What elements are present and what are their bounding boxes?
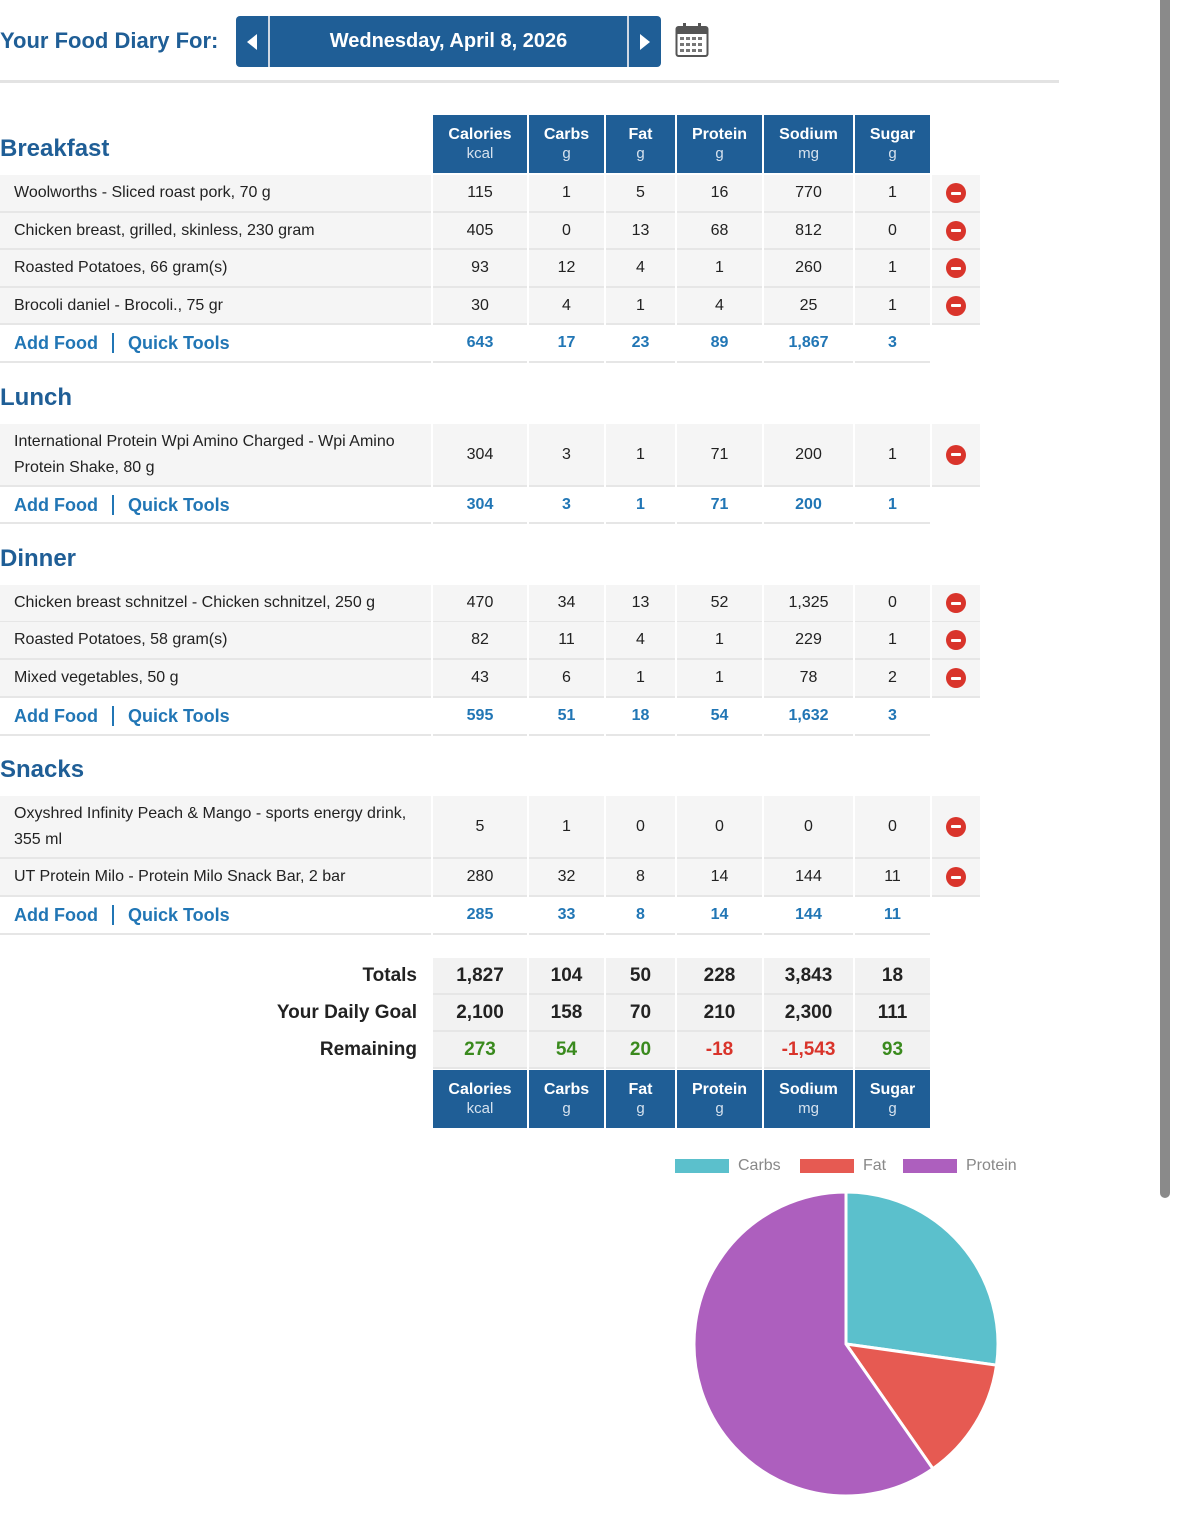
next-day-button[interactable] [627,16,661,67]
food-protein-value: 52 [677,585,762,623]
food-sodium-value: 200 [764,424,853,487]
column-label: Carbs [543,126,590,143]
add-food-link[interactable]: Add Food [14,706,98,726]
meal-total-carbs: 3 [529,487,604,524]
food-carbs-value: 11 [529,622,604,660]
food-protein-value: 14 [677,859,762,897]
summary-totals-carbs: 104 [529,958,604,995]
column-header-protein-bottom [677,1070,762,1128]
food-carbs-value: 32 [529,859,604,897]
food-carbs-value: 1 [529,796,604,859]
meal-total-fat: 1 [606,487,675,524]
column-header-fat-bottom [606,1070,675,1128]
column-label: Fat [628,1081,653,1098]
meal-total-sodium: 1,632 [764,698,853,736]
meal-total-sodium: 200 [764,487,853,524]
food-row [0,213,980,250]
column-label: Carbs [543,1081,590,1098]
food-sodium-value: 1,325 [764,585,853,623]
column-header-sugar [855,115,930,173]
meal-total-sugar: 1 [855,487,930,524]
food-name[interactable]: Chicken breast schnitzel - Chicken schnitzel, 250 g [0,585,431,623]
food-calories-value: 115 [433,175,527,213]
food-sugar-value: 1 [855,424,930,487]
current-date[interactable]: Wednesday, April 8, 2026 [270,16,627,67]
meal-total-calories: 595 [433,698,527,736]
food-calories-value: 405 [433,213,527,250]
legend-item-protein[interactable] [903,1157,1017,1175]
meal-total-sugar: 3 [855,698,930,736]
column-label: Sodium [779,1081,838,1098]
food-sugar-value: 0 [855,213,930,250]
summary-remaining-protein: -18 [677,1032,762,1069]
food-protein-value: 1 [677,660,762,698]
food-calories-value: 280 [433,859,527,897]
food-name[interactable]: UT Protein Milo - Protein Milo Snack Bar, 2 bar [0,859,431,897]
meal-title-snacks: Snacks [0,756,85,783]
summary-remaining-sodium: -1,543 [764,1032,853,1069]
summary-goal-protein: 210 [677,995,762,1032]
food-sugar-value: 1 [855,175,930,213]
legend-swatch [903,1159,957,1173]
food-fat-value: 1 [606,288,675,325]
meal-total-protein: 89 [677,325,762,363]
remove-circle-icon [946,445,966,465]
food-protein-value: 16 [677,175,762,213]
food-sugar-value: 1 [855,288,930,325]
food-calories-value: 470 [433,585,527,623]
meal-total-sugar: 3 [855,325,930,363]
summary-totals-sugar: 18 [855,958,930,995]
meal-totals-row [0,897,980,935]
food-name[interactable]: International Protein Wpi Amino Charged - Wpi Amino Protein Shake, 80 g [0,424,431,487]
food-row [0,859,980,897]
food-sugar-value: 1 [855,622,930,660]
meal-actions [0,325,431,363]
food-row [0,660,980,698]
food-carbs-value: 34 [529,585,604,623]
food-carbs-value: 6 [529,660,604,698]
column-header-carbs-bottom [529,1070,604,1128]
food-sodium-value: 812 [764,213,853,250]
caret-left-icon [245,32,259,52]
summary-totals-sodium: 3,843 [764,958,853,995]
pie-slice-carbs[interactable] [846,1192,998,1365]
food-protein-value: 4 [677,288,762,325]
add-food-link[interactable]: Add Food [14,905,98,925]
summary-goal-sugar: 111 [855,995,930,1032]
column-unit: g [636,1100,645,1117]
column-header-calories-bottom [433,1070,527,1128]
food-fat-value: 5 [606,175,675,213]
food-row [0,796,980,859]
legend-swatch [800,1159,854,1173]
delete-food-button[interactable] [932,424,980,487]
delete-food-button[interactable] [932,622,980,660]
food-sodium-value: 229 [764,622,853,660]
food-name[interactable]: Roasted Potatoes, 58 gram(s) [0,622,431,660]
meal-title-dinner: Dinner [0,545,77,572]
food-name[interactable]: Brocoli daniel - Brocoli., 75 gr [0,288,431,325]
summary-remaining-calories: 273 [433,1032,527,1069]
delete-food-button[interactable] [932,288,980,325]
meal-actions [0,897,431,935]
previous-day-button[interactable] [236,16,270,67]
food-carbs-value: 1 [529,175,604,213]
column-unit: kcal [466,1100,494,1117]
summary-goal-sodium: 2,300 [764,995,853,1032]
meal-total-sodium: 1,867 [764,325,853,363]
meal-total-calories: 285 [433,897,527,935]
summary-label-totals: Totals [362,965,417,986]
meal-total-calories: 304 [433,487,527,524]
meal-total-protein: 71 [677,487,762,524]
delete-food-button[interactable] [932,213,980,250]
food-sugar-value: 11 [855,859,930,897]
meal-total-sugar: 11 [855,897,930,935]
food-row [0,622,980,660]
column-header-sodium-bottom [764,1070,853,1128]
delete-food-button[interactable] [932,660,980,698]
summary-remaining-sugar: 93 [855,1032,930,1069]
food-sugar-value: 0 [855,585,930,623]
meal-total-carbs: 17 [529,325,604,363]
meal-actions [0,487,431,524]
column-unit: g [562,1100,571,1117]
food-carbs-value: 12 [529,250,604,288]
diary-title: Your Food Diary For: [0,28,219,53]
food-calories-value: 93 [433,250,527,288]
food-calories-value: 304 [433,424,527,487]
food-sugar-value: 2 [855,660,930,698]
food-name[interactable]: Oxyshred Infinity Peach & Mango - sports energy drink, 355 ml [0,796,431,859]
food-sugar-value: 1 [855,250,930,288]
link-separator [112,706,114,726]
summary-label-remaining: Remaining [319,1039,417,1060]
column-unit: g [562,145,571,162]
quick-tools-link[interactable]: Quick Tools [127,333,230,353]
meal-totals-row [0,698,980,736]
column-label: Protein [691,1081,748,1098]
quick-tools-link[interactable]: Quick Tools [127,706,230,726]
summary-totals-fat: 50 [606,958,675,995]
food-sodium-value: 770 [764,175,853,213]
header-divider [0,80,1059,83]
column-label: Sodium [779,126,838,143]
food-row [0,424,980,487]
column-unit: g [888,145,897,162]
summary-label-goal: Your Daily Goal [276,1002,417,1023]
legend-swatch [675,1159,729,1173]
column-label: Calories [448,1081,512,1098]
food-name[interactable]: Chicken breast, grilled, skinless, 230 gram [0,213,431,250]
food-sugar-value: 0 [855,796,930,859]
calendar-icon[interactable] [675,22,709,58]
remove-circle-icon [946,867,966,887]
meal-total-calories: 643 [433,325,527,363]
food-protein-value: 1 [677,622,762,660]
food-carbs-value: 0 [529,213,604,250]
food-carbs-value: 4 [529,288,604,325]
column-header-protein [677,115,762,173]
meal-total-protein: 14 [677,897,762,935]
food-fat-value: 4 [606,622,675,660]
caret-right-icon [638,32,652,52]
column-label: Protein [691,126,748,143]
meal-title-lunch: Lunch [0,384,72,411]
delete-food-button[interactable] [932,796,980,859]
meal-title-breakfast: Breakfast [0,135,110,162]
remove-circle-icon [946,668,966,688]
summary-goal-fat: 70 [606,995,675,1032]
food-sodium-value: 25 [764,288,853,325]
food-protein-value: 1 [677,250,762,288]
food-sodium-value: 144 [764,859,853,897]
legend-item-fat[interactable] [800,1157,886,1175]
meal-actions [0,698,431,736]
food-carbs-value: 3 [529,424,604,487]
add-food-link[interactable]: Add Food [14,494,98,515]
column-header-calories [433,115,527,173]
delete-food-button[interactable] [932,250,980,288]
food-sodium-value: 78 [764,660,853,698]
food-protein-value: 0 [677,796,762,859]
meal-totals-row [0,487,980,524]
column-header-carbs [529,115,604,173]
food-protein-value: 71 [677,424,762,487]
quick-tools-link[interactable]: Quick Tools [127,905,230,925]
food-fat-value: 1 [606,424,675,487]
column-unit: mg [798,1100,819,1117]
add-food-link[interactable]: Add Food [14,333,98,353]
quick-tools-link[interactable]: Quick Tools [127,494,230,515]
remove-circle-icon [946,296,966,316]
column-unit: mg [798,145,819,162]
meal-totals-row [0,325,980,363]
column-header-fat [606,115,675,173]
column-label: Calories [448,126,512,143]
column-label: Sugar [869,1081,916,1098]
column-unit: g [636,145,645,162]
meal-total-sodium: 144 [764,897,853,935]
meal-total-fat: 18 [606,698,675,736]
food-sodium-value: 260 [764,250,853,288]
scrollbar[interactable] [1160,0,1170,1198]
remove-circle-icon [946,630,966,650]
summary-totals-calories: 1,827 [433,958,527,995]
column-unit: g [888,1100,897,1117]
food-fat-value: 4 [606,250,675,288]
summary-goal-calories: 2,100 [433,995,527,1032]
meal-total-protein: 54 [677,698,762,736]
food-fat-value: 0 [606,796,675,859]
food-row [0,250,980,288]
link-separator [112,495,114,515]
food-name[interactable]: Roasted Potatoes, 66 gram(s) [0,250,431,288]
meal-total-carbs: 51 [529,698,604,736]
column-unit: g [715,145,724,162]
food-fat-value: 13 [606,585,675,623]
delete-food-button[interactable] [932,859,980,897]
column-header-sodium [764,115,853,173]
remove-circle-icon [946,593,966,613]
date-navigator [236,16,661,67]
link-separator [112,333,114,353]
food-sodium-value: 0 [764,796,853,859]
food-calories-value: 43 [433,660,527,698]
legend-label: Carbs [738,1157,781,1174]
column-label: Fat [628,126,653,143]
food-protein-value: 68 [677,213,762,250]
remove-circle-icon [946,183,966,203]
food-calories-value: 82 [433,622,527,660]
column-label: Sugar [869,126,916,143]
meal-total-fat: 8 [606,897,675,935]
remove-circle-icon [946,221,966,241]
food-row [0,175,980,213]
food-name[interactable]: Woolworths - Sliced roast pork, 70 g [0,175,431,213]
column-unit: g [715,1100,724,1117]
column-unit: kcal [466,145,494,162]
remove-circle-icon [946,817,966,837]
macro-pie-chart [690,1188,1002,1500]
summary-remaining-fat: 20 [606,1032,675,1069]
food-name[interactable]: Mixed vegetables, 50 g [0,660,431,698]
summary-remaining-carbs: 54 [529,1032,604,1069]
food-row [0,288,980,325]
remove-circle-icon [946,258,966,278]
column-header-sugar-bottom [855,1070,930,1128]
meal-total-fat: 23 [606,325,675,363]
food-calories-value: 5 [433,796,527,859]
legend-label: Fat [863,1157,887,1174]
link-separator [112,905,114,925]
delete-food-button[interactable] [932,585,980,623]
meal-total-carbs: 33 [529,897,604,935]
summary-totals-protein: 228 [677,958,762,995]
legend-label: Protein [966,1157,1017,1174]
food-calories-value: 30 [433,288,527,325]
legend-item-carbs[interactable] [675,1157,781,1175]
food-fat-value: 13 [606,213,675,250]
food-fat-value: 8 [606,859,675,897]
summary-goal-carbs: 158 [529,995,604,1032]
delete-food-button[interactable] [932,175,980,213]
food-fat-value: 1 [606,660,675,698]
food-row [0,585,980,623]
